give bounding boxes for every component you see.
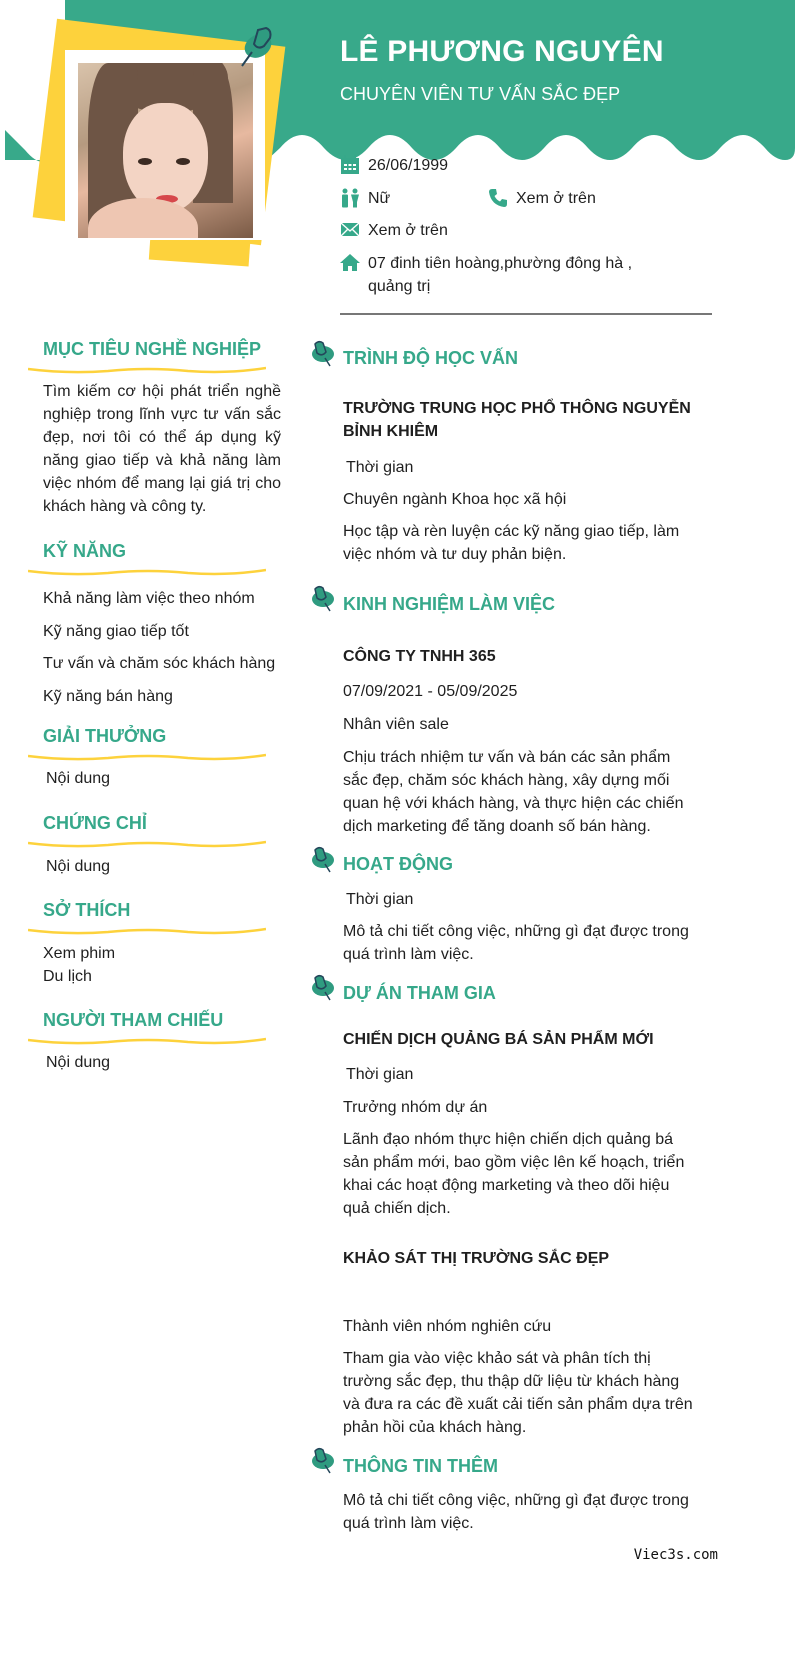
experience-company: CÔNG TY TNHH 365 — [343, 648, 496, 665]
wave-underline — [28, 925, 266, 937]
gender-icon — [340, 188, 360, 208]
watermark: Viec3s.com — [633, 1547, 718, 1563]
pushpin-icon — [310, 585, 336, 613]
awards-content: Nội dung — [46, 770, 111, 787]
pushpin-icon — [310, 974, 336, 1002]
skill-item: Kỹ năng bán hàng — [43, 688, 173, 705]
pushpin-icon — [236, 24, 286, 70]
skill-item: Khả năng làm việc theo nhóm — [43, 590, 255, 607]
contact-phone: Xem ở trên — [488, 187, 596, 210]
education-major: Chuyên ngành Khoa học xã hội — [343, 491, 567, 508]
wave-underline — [28, 751, 266, 763]
pushpin-icon — [310, 1447, 336, 1475]
project-description: Lãnh đạo nhóm thực hiện chiến dịch quảng bá sản phẩm mới, bao gồm việc lên kế hoạch, triển khai các hoạt động marketing và theo dõi hiệu quả chiến dịch. — [343, 1131, 685, 1217]
pushpin-icon — [310, 340, 336, 368]
experience-description: Chịu trách nhiệm tư vấn và bán các sản phẩm sắc đẹp, chăm sóc khách hàng, xây dựng mối quan hệ với khách hàng, và thực hiện các chiến dịch marketing để tăng doanh số bán hàng. — [343, 749, 684, 835]
contact-dob: 26/06/1999 — [340, 154, 448, 177]
calendar-icon — [340, 155, 360, 175]
section-title-education: TRÌNH ĐỘ HỌC VẤN — [343, 348, 518, 368]
contact-gender: Nữ — [340, 187, 390, 210]
certificates-content: Nội dung — [46, 858, 111, 875]
section-title-references: NGƯỜI THAM CHIẾU — [43, 1010, 224, 1030]
section-title-additional: THÔNG TIN THÊM — [343, 1456, 498, 1476]
candidate-name: LÊ PHƯƠNG NGUYÊN — [340, 35, 664, 68]
section-title-projects: DỰ ÁN THAM GIA — [343, 983, 496, 1003]
section-title-hobbies: SỞ THÍCH — [43, 900, 131, 920]
section-title-skills: KỸ NĂNG — [43, 541, 127, 561]
skill-item: Tư vấn và chăm sóc khách hàng — [43, 655, 276, 672]
section-title-objective: MỤC TIÊU NGHỀ NGHIỆP — [43, 339, 262, 359]
wave-underline — [28, 566, 266, 578]
phone-icon — [488, 188, 508, 208]
section-title-activities: HOẠT ĐỘNG — [343, 854, 453, 874]
contact-address: 07 đinh tiên hoàng,phường đông hà , quảng trị — [340, 252, 660, 298]
pushpin-icon — [310, 846, 336, 874]
project-time: Thời gian — [346, 1066, 414, 1083]
wave-underline — [28, 364, 266, 376]
activities-time: Thời gian — [346, 891, 414, 908]
hobby-item: Xem phim — [43, 945, 116, 962]
contact-email: Xem ở trên — [340, 219, 448, 242]
job-title: CHUYÊN VIÊN TƯ VẤN SẮC ĐẸP — [340, 84, 621, 104]
project-role: Thành viên nhóm nghiên cứu — [343, 1318, 552, 1335]
experience-position: Nhân viên sale — [343, 716, 449, 733]
project-name: CHIẾN DỊCH QUẢNG BÁ SẢN PHẨM MỚI — [343, 1031, 654, 1048]
references-content: Nội dung — [46, 1054, 111, 1071]
email-icon — [340, 220, 360, 240]
profile-photo — [78, 63, 253, 238]
section-title-awards: GIẢI THƯỞNG — [43, 726, 167, 746]
project-name: KHẢO SÁT THỊ TRƯỜNG SẮC ĐẸP — [343, 1250, 610, 1267]
divider — [340, 313, 712, 315]
project-description: Tham gia vào việc khảo sát và phân tích thị trường sắc đẹp, thu thập dữ liệu từ khách hàng và đưa ra các đề xuất cải tiến sản phẩm dựa trên phản hồi của khách hàng. — [343, 1350, 693, 1436]
education-description: Học tập và rèn luyện các kỹ năng giao tiếp, làm việc nhóm và tư duy phản biện. — [343, 523, 680, 563]
project-role: Trưởng nhóm dự án — [343, 1099, 488, 1116]
home-icon — [340, 253, 360, 273]
section-title-experience: KINH NGHIỆM LÀM VIỆC — [343, 594, 556, 614]
education-time: Thời gian — [346, 459, 414, 476]
hobby-item: Du lịch — [43, 968, 92, 985]
objective-text: Tìm kiếm cơ hội phát triển nghề nghiệp trong lĩnh vực tư vấn sắc đẹp, nơi tôi có thể áp dụng kỹ năng giao tiếp và khả năng làm việc nhóm để mang lại giá trị cho khách hàng và công ty. — [43, 383, 281, 515]
wave-underline — [28, 838, 266, 850]
activities-description: Mô tả chi tiết công việc, những gì đạt được trong quá trình làm việc. — [343, 923, 689, 963]
additional-description: Mô tả chi tiết công việc, những gì đạt được trong quá trình làm việc. — [343, 1492, 689, 1532]
education-school: TRƯỜNG TRUNG HỌC PHỔ THÔNG NGUYỄN BỈNH KHIÊM — [343, 400, 691, 440]
skill-item: Kỹ năng giao tiếp tốt — [43, 623, 189, 640]
section-title-certificates: CHỨNG CHỈ — [43, 813, 147, 833]
experience-period: 07/09/2021 - 05/09/2025 — [343, 683, 518, 700]
wave-underline — [28, 1035, 266, 1047]
